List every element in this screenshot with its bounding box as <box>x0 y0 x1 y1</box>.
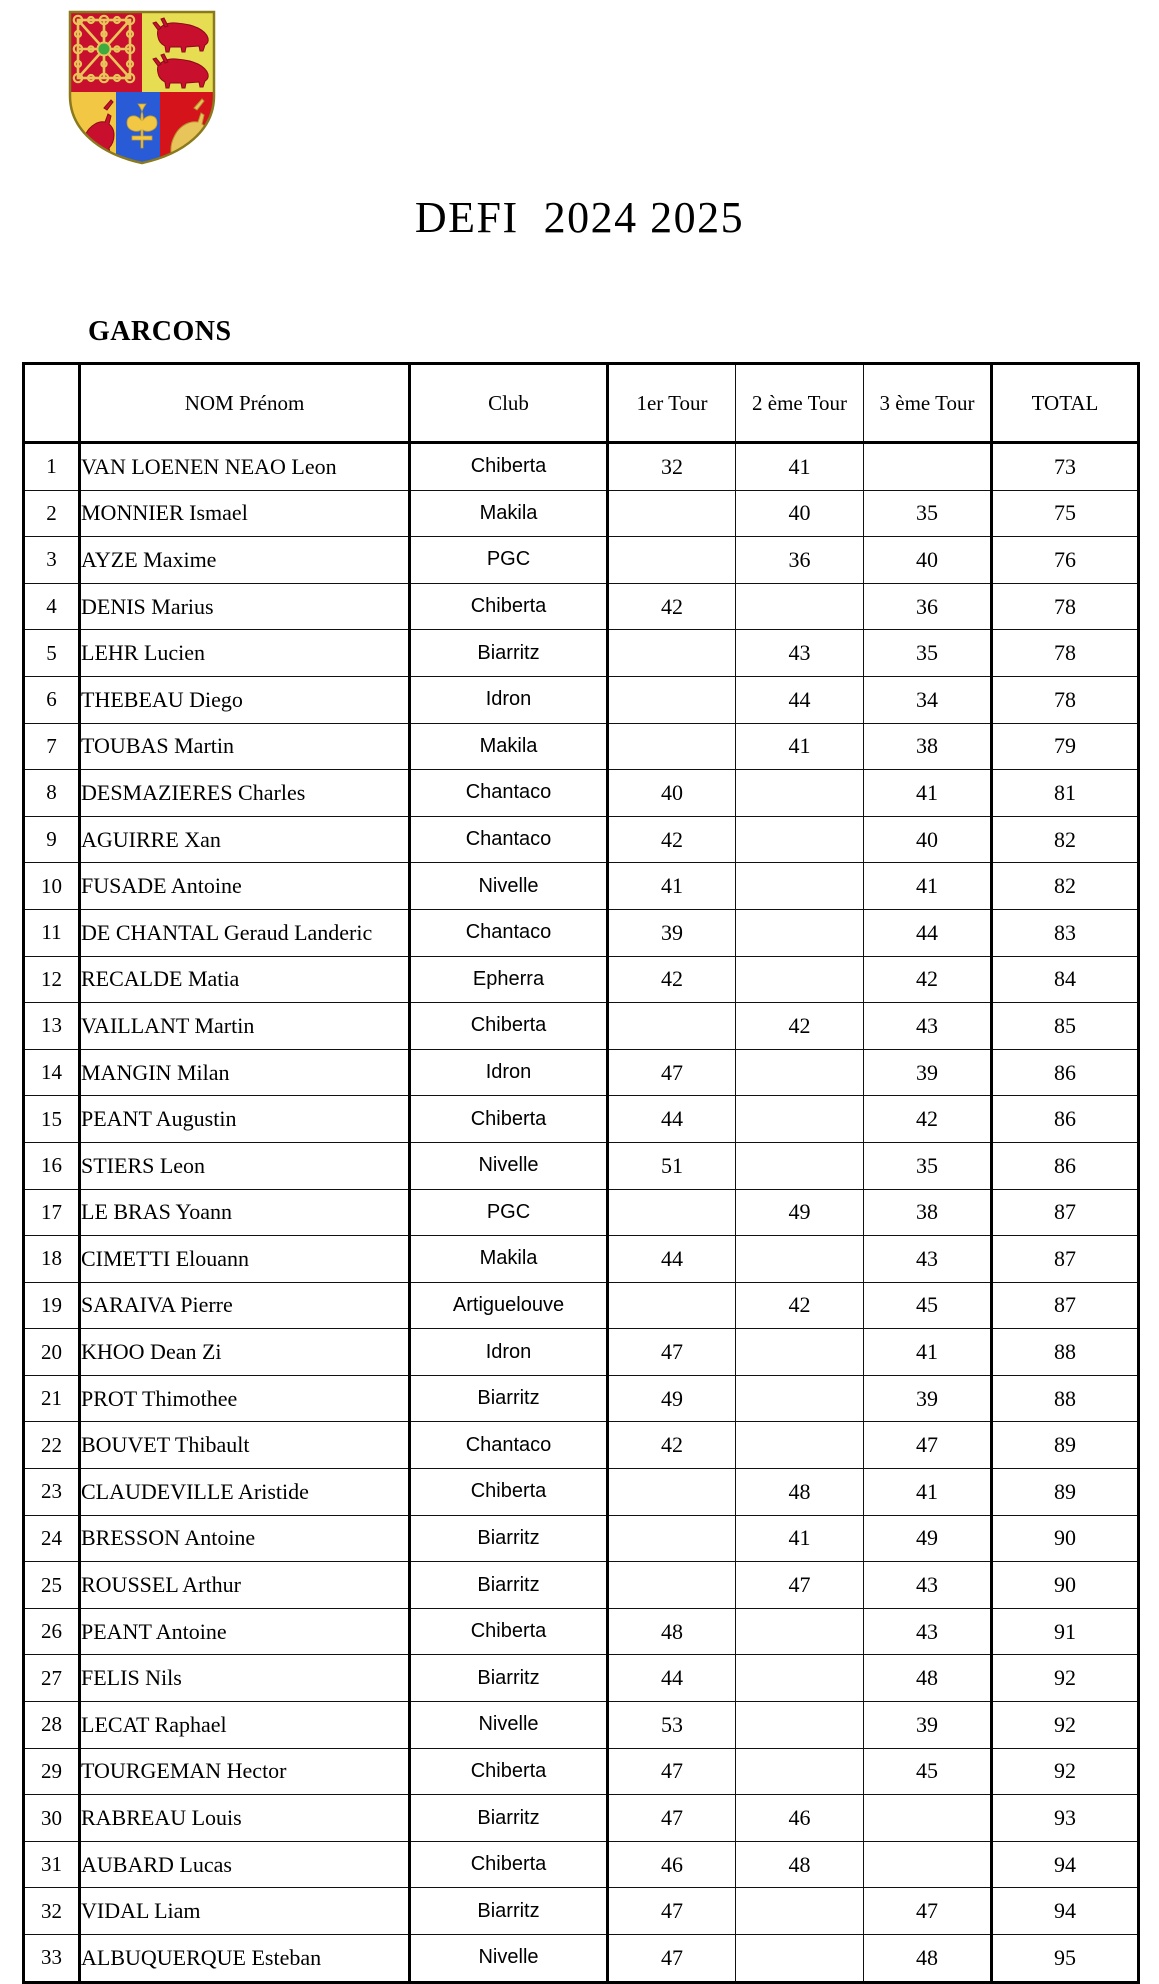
cell-total: 88 <box>992 1375 1139 1422</box>
cell-tour2 <box>736 1236 864 1283</box>
cell-total: 82 <box>992 863 1139 910</box>
cell-tour3: 40 <box>864 537 992 584</box>
cell-rank: 2 <box>24 490 80 537</box>
cell-tour2: 42 <box>736 1282 864 1329</box>
cell-tour3: 43 <box>864 1562 992 1609</box>
cell-club: Idron <box>410 1329 608 1376</box>
cell-tour2 <box>736 583 864 630</box>
cell-tour3: 35 <box>864 490 992 537</box>
cell-club: Chiberta <box>410 1469 608 1516</box>
cell-tour2: 46 <box>736 1795 864 1842</box>
cell-total: 78 <box>992 630 1139 677</box>
cell-rank: 23 <box>24 1469 80 1516</box>
column-header-tour3: 3 ème Tour <box>864 364 992 443</box>
cell-tour1: 49 <box>608 1375 736 1422</box>
cell-club: Chiberta <box>410 1841 608 1888</box>
cell-club: Nivelle <box>410 1142 608 1189</box>
cell-club: Chiberta <box>410 1608 608 1655</box>
cell-tour3: 36 <box>864 583 992 630</box>
cell-tour3: 43 <box>864 1003 992 1050</box>
cell-club: Chiberta <box>410 1096 608 1143</box>
cell-tour3 <box>864 1795 992 1842</box>
table-row <box>24 1655 1139 1702</box>
table-row <box>24 1096 1139 1143</box>
cell-tour2 <box>736 1329 864 1376</box>
cell-rank: 1 <box>24 443 80 491</box>
cell-club: Biarritz <box>410 1375 608 1422</box>
cell-tour3: 42 <box>864 1096 992 1143</box>
cell-club: Chiberta <box>410 1748 608 1795</box>
cell-total: 90 <box>992 1562 1139 1609</box>
cell-tour1: 40 <box>608 770 736 817</box>
cell-name: PROT Thimothee <box>80 1375 410 1422</box>
cell-rank: 4 <box>24 583 80 630</box>
cell-total: 92 <box>992 1748 1139 1795</box>
cell-club: Chiberta <box>410 1003 608 1050</box>
cell-tour1 <box>608 1562 736 1609</box>
table-row <box>24 1282 1139 1329</box>
cell-rank: 30 <box>24 1795 80 1842</box>
cell-tour2: 49 <box>736 1189 864 1236</box>
table-row <box>24 1702 1139 1749</box>
cell-total: 87 <box>992 1236 1139 1283</box>
column-header-name: NOM Prénom <box>80 364 410 443</box>
cell-tour1: 47 <box>608 1748 736 1795</box>
cell-tour1: 53 <box>608 1702 736 1749</box>
cell-tour1: 47 <box>608 1329 736 1376</box>
cell-tour2: 40 <box>736 490 864 537</box>
cell-club: PGC <box>410 1189 608 1236</box>
cell-name: CIMETTI Elouann <box>80 1236 410 1283</box>
cell-rank: 14 <box>24 1049 80 1096</box>
cell-name: THEBEAU Diego <box>80 676 410 723</box>
cell-name: FELIS Nils <box>80 1655 410 1702</box>
table-row <box>24 676 1139 723</box>
cell-tour2: 48 <box>736 1841 864 1888</box>
cell-tour1 <box>608 1282 736 1329</box>
cell-rank: 28 <box>24 1702 80 1749</box>
table-row <box>24 909 1139 956</box>
cell-name: VAN LOENEN NEAO Leon <box>80 443 410 491</box>
cell-rank: 7 <box>24 723 80 770</box>
cell-tour1 <box>608 1469 736 1516</box>
cell-tour2 <box>736 1142 864 1189</box>
cell-total: 95 <box>992 1935 1139 1983</box>
cell-name: SARAIVA Pierre <box>80 1282 410 1329</box>
cell-name: TOUBAS Martin <box>80 723 410 770</box>
cell-rank: 19 <box>24 1282 80 1329</box>
cell-total: 90 <box>992 1515 1139 1562</box>
cell-total: 73 <box>992 443 1139 491</box>
cell-tour1: 42 <box>608 956 736 1003</box>
cell-club: PGC <box>410 537 608 584</box>
cell-name: CLAUDEVILLE Aristide <box>80 1469 410 1516</box>
cell-rank: 25 <box>24 1562 80 1609</box>
cell-tour3: 42 <box>864 956 992 1003</box>
cell-tour1 <box>608 723 736 770</box>
cell-rank: 27 <box>24 1655 80 1702</box>
cell-club: Makila <box>410 723 608 770</box>
cell-tour3: 48 <box>864 1935 992 1983</box>
cell-tour1 <box>608 630 736 677</box>
ranking-table-container <box>22 362 1137 1984</box>
cell-tour1: 47 <box>608 1795 736 1842</box>
cell-rank: 10 <box>24 863 80 910</box>
table-row <box>24 537 1139 584</box>
cell-club: Artiguelouve <box>410 1282 608 1329</box>
cell-tour2: 47 <box>736 1562 864 1609</box>
cell-tour1: 47 <box>608 1888 736 1935</box>
cell-total: 87 <box>992 1282 1139 1329</box>
cell-total: 88 <box>992 1329 1139 1376</box>
table-row <box>24 583 1139 630</box>
cell-rank: 20 <box>24 1329 80 1376</box>
column-header-club: Club <box>410 364 608 443</box>
cell-tour3: 39 <box>864 1375 992 1422</box>
cell-rank: 6 <box>24 676 80 723</box>
cell-tour3: 43 <box>864 1236 992 1283</box>
column-header-rank <box>24 364 80 443</box>
cell-rank: 17 <box>24 1189 80 1236</box>
cell-name: ROUSSEL Arthur <box>80 1562 410 1609</box>
table-row <box>24 1608 1139 1655</box>
cell-name: LEHR Lucien <box>80 630 410 677</box>
cell-name: MANGIN Milan <box>80 1049 410 1096</box>
cell-rank: 3 <box>24 537 80 584</box>
cell-tour1: 47 <box>608 1049 736 1096</box>
cell-tour3: 38 <box>864 723 992 770</box>
cell-tour3: 47 <box>864 1888 992 1935</box>
cell-total: 84 <box>992 956 1139 1003</box>
cell-total: 78 <box>992 676 1139 723</box>
cell-tour3: 41 <box>864 770 992 817</box>
cell-tour2 <box>736 1655 864 1702</box>
cell-tour1: 42 <box>608 1422 736 1469</box>
cell-total: 87 <box>992 1189 1139 1236</box>
cell-total: 76 <box>992 537 1139 584</box>
cell-tour1 <box>608 1515 736 1562</box>
cell-tour2: 36 <box>736 537 864 584</box>
table-row <box>24 630 1139 677</box>
cell-name: VAILLANT Martin <box>80 1003 410 1050</box>
cell-club: Chantaco <box>410 1422 608 1469</box>
cell-total: 85 <box>992 1003 1139 1050</box>
cell-tour3 <box>864 1841 992 1888</box>
ranking-table <box>22 362 1140 1984</box>
cell-name: AUBARD Lucas <box>80 1841 410 1888</box>
table-row <box>24 1515 1139 1562</box>
cell-tour1 <box>608 490 736 537</box>
cell-club: Nivelle <box>410 1702 608 1749</box>
cell-tour2 <box>736 770 864 817</box>
cell-tour3: 41 <box>864 1329 992 1376</box>
cell-tour1: 46 <box>608 1841 736 1888</box>
cell-tour1 <box>608 1003 736 1050</box>
table-row <box>24 1049 1139 1096</box>
table-row <box>24 490 1139 537</box>
cell-rank: 32 <box>24 1888 80 1935</box>
cell-name: DE CHANTAL Geraud Landeric <box>80 909 410 956</box>
cell-rank: 11 <box>24 909 80 956</box>
cell-club: Biarritz <box>410 1795 608 1842</box>
cell-total: 81 <box>992 770 1139 817</box>
cell-rank: 22 <box>24 1422 80 1469</box>
cell-tour3: 43 <box>864 1608 992 1655</box>
table-row <box>24 1189 1139 1236</box>
cell-name: PEANT Antoine <box>80 1608 410 1655</box>
cell-club: Chantaco <box>410 909 608 956</box>
cell-name: KHOO Dean Zi <box>80 1329 410 1376</box>
cell-tour2 <box>736 1702 864 1749</box>
cell-tour2: 44 <box>736 676 864 723</box>
page-title: DEFI 2024 2025 <box>414 193 745 242</box>
cell-tour2 <box>736 1935 864 1983</box>
cell-tour2: 43 <box>736 630 864 677</box>
cell-rank: 31 <box>24 1841 80 1888</box>
cell-name: DESMAZIERES Charles <box>80 770 410 817</box>
cell-rank: 29 <box>24 1748 80 1795</box>
cell-club: Chantaco <box>410 770 608 817</box>
table-row <box>24 1795 1139 1842</box>
cell-tour3: 35 <box>864 630 992 677</box>
cell-tour2: 41 <box>736 443 864 491</box>
cell-name: VIDAL Liam <box>80 1888 410 1935</box>
cell-name: PEANT Augustin <box>80 1096 410 1143</box>
column-header-tour1: 1er Tour <box>608 364 736 443</box>
cell-tour3: 45 <box>864 1748 992 1795</box>
table-row <box>24 863 1139 910</box>
cell-total: 75 <box>992 490 1139 537</box>
cell-rank: 26 <box>24 1608 80 1655</box>
cell-tour3: 41 <box>864 863 992 910</box>
cell-tour3: 41 <box>864 1469 992 1516</box>
cell-name: STIERS Leon <box>80 1142 410 1189</box>
table-row <box>24 1562 1139 1609</box>
table-row <box>24 1375 1139 1422</box>
table-row <box>24 956 1139 1003</box>
table-body <box>24 443 1139 1983</box>
cell-club: Idron <box>410 676 608 723</box>
cell-tour2: 41 <box>736 1515 864 1562</box>
cell-tour2 <box>736 1888 864 1935</box>
cell-name: LE BRAS Yoann <box>80 1189 410 1236</box>
cell-name: DENIS Marius <box>80 583 410 630</box>
cell-tour1 <box>608 537 736 584</box>
table-row <box>24 1888 1139 1935</box>
cell-tour1: 48 <box>608 1608 736 1655</box>
table-row <box>24 1469 1139 1516</box>
coat-of-arms-svg <box>66 8 218 166</box>
cell-tour3: 34 <box>864 676 992 723</box>
cell-club: Biarritz <box>410 1655 608 1702</box>
cell-rank: 18 <box>24 1236 80 1283</box>
cell-rank: 13 <box>24 1003 80 1050</box>
cell-club: Makila <box>410 1236 608 1283</box>
cell-total: 93 <box>992 1795 1139 1842</box>
cell-name: TOURGEMAN Hector <box>80 1748 410 1795</box>
cell-club: Nivelle <box>410 1935 608 1983</box>
cell-total: 94 <box>992 1888 1139 1935</box>
category-label: GARCONS <box>88 316 232 347</box>
cell-tour1: 44 <box>608 1096 736 1143</box>
cell-tour1: 41 <box>608 863 736 910</box>
cell-tour3 <box>864 443 992 491</box>
cell-rank: 21 <box>24 1375 80 1422</box>
cell-tour1: 39 <box>608 909 736 956</box>
column-header-total: TOTAL <box>992 364 1139 443</box>
cell-total: 89 <box>992 1422 1139 1469</box>
cell-club: Nivelle <box>410 863 608 910</box>
table-row <box>24 443 1139 491</box>
cell-club: Chiberta <box>410 443 608 491</box>
cell-club: Biarritz <box>410 1888 608 1935</box>
cell-tour3: 45 <box>864 1282 992 1329</box>
cell-total: 86 <box>992 1142 1139 1189</box>
cell-tour3: 35 <box>864 1142 992 1189</box>
cell-tour2: 41 <box>736 723 864 770</box>
table-row <box>24 723 1139 770</box>
cell-tour3: 44 <box>864 909 992 956</box>
cell-name: AYZE Maxime <box>80 537 410 584</box>
cell-name: FUSADE Antoine <box>80 863 410 910</box>
cell-total: 86 <box>992 1049 1139 1096</box>
cell-name: RABREAU Louis <box>80 1795 410 1842</box>
cell-tour2 <box>736 1422 864 1469</box>
cell-tour2: 42 <box>736 1003 864 1050</box>
cell-rank: 33 <box>24 1935 80 1983</box>
cell-total: 82 <box>992 816 1139 863</box>
cell-tour3: 49 <box>864 1515 992 1562</box>
cell-tour2 <box>736 909 864 956</box>
cell-name: ALBUQUERQUE Esteban <box>80 1935 410 1983</box>
cell-tour1: 32 <box>608 443 736 491</box>
cell-tour1 <box>608 1189 736 1236</box>
cell-club: Makila <box>410 490 608 537</box>
cell-total: 89 <box>992 1469 1139 1516</box>
cell-total: 92 <box>992 1655 1139 1702</box>
cell-name: MONNIER Ismael <box>80 490 410 537</box>
cell-club: Chantaco <box>410 816 608 863</box>
cell-rank: 16 <box>24 1142 80 1189</box>
cell-tour1: 44 <box>608 1236 736 1283</box>
cell-rank: 9 <box>24 816 80 863</box>
cell-name: RECALDE Matia <box>80 956 410 1003</box>
cell-club: Idron <box>410 1049 608 1096</box>
cell-rank: 15 <box>24 1096 80 1143</box>
cell-club: Biarritz <box>410 1562 608 1609</box>
cell-rank: 8 <box>24 770 80 817</box>
cell-name: BOUVET Thibault <box>80 1422 410 1469</box>
coat-of-arms <box>66 8 218 166</box>
table-row <box>24 1422 1139 1469</box>
cell-tour2 <box>736 1049 864 1096</box>
table-row <box>24 1142 1139 1189</box>
cell-name: LECAT Raphael <box>80 1702 410 1749</box>
table-row <box>24 1329 1139 1376</box>
cell-tour1 <box>608 676 736 723</box>
cell-name: BRESSON Antoine <box>80 1515 410 1562</box>
cell-tour3: 39 <box>864 1049 992 1096</box>
cell-club: Chiberta <box>410 583 608 630</box>
cell-total: 91 <box>992 1608 1139 1655</box>
cell-tour2 <box>736 863 864 910</box>
cell-tour2: 48 <box>736 1469 864 1516</box>
cell-club: Epherra <box>410 956 608 1003</box>
cell-tour2 <box>736 1096 864 1143</box>
table-row <box>24 1935 1139 1983</box>
cell-tour1: 47 <box>608 1935 736 1983</box>
cell-tour1: 51 <box>608 1142 736 1189</box>
cell-club: Biarritz <box>410 1515 608 1562</box>
cell-total: 86 <box>992 1096 1139 1143</box>
table-row <box>24 816 1139 863</box>
cell-tour1: 42 <box>608 583 736 630</box>
cell-rank: 24 <box>24 1515 80 1562</box>
cell-total: 83 <box>992 909 1139 956</box>
cell-tour3: 47 <box>864 1422 992 1469</box>
cell-tour2 <box>736 956 864 1003</box>
cell-rank: 5 <box>24 630 80 677</box>
cell-tour2 <box>736 1748 864 1795</box>
cell-tour3: 48 <box>864 1655 992 1702</box>
table-header <box>24 364 1139 443</box>
cell-tour1: 42 <box>608 816 736 863</box>
cell-club: Biarritz <box>410 630 608 677</box>
cell-tour2 <box>736 816 864 863</box>
table-row <box>24 1748 1139 1795</box>
cell-tour2 <box>736 1375 864 1422</box>
cell-tour3: 39 <box>864 1702 992 1749</box>
table-row <box>24 1236 1139 1283</box>
table-row <box>24 770 1139 817</box>
cell-total: 92 <box>992 1702 1139 1749</box>
cell-name: AGUIRRE Xan <box>80 816 410 863</box>
cell-total: 78 <box>992 583 1139 630</box>
cell-tour2 <box>736 1608 864 1655</box>
cell-tour3: 38 <box>864 1189 992 1236</box>
column-header-tour2: 2 ème Tour <box>736 364 864 443</box>
cell-total: 79 <box>992 723 1139 770</box>
table-row <box>24 1003 1139 1050</box>
cell-rank: 12 <box>24 956 80 1003</box>
cell-tour3: 40 <box>864 816 992 863</box>
header-row <box>24 364 1139 443</box>
cell-total: 94 <box>992 1841 1139 1888</box>
table-row <box>24 1841 1139 1888</box>
cell-tour1: 44 <box>608 1655 736 1702</box>
